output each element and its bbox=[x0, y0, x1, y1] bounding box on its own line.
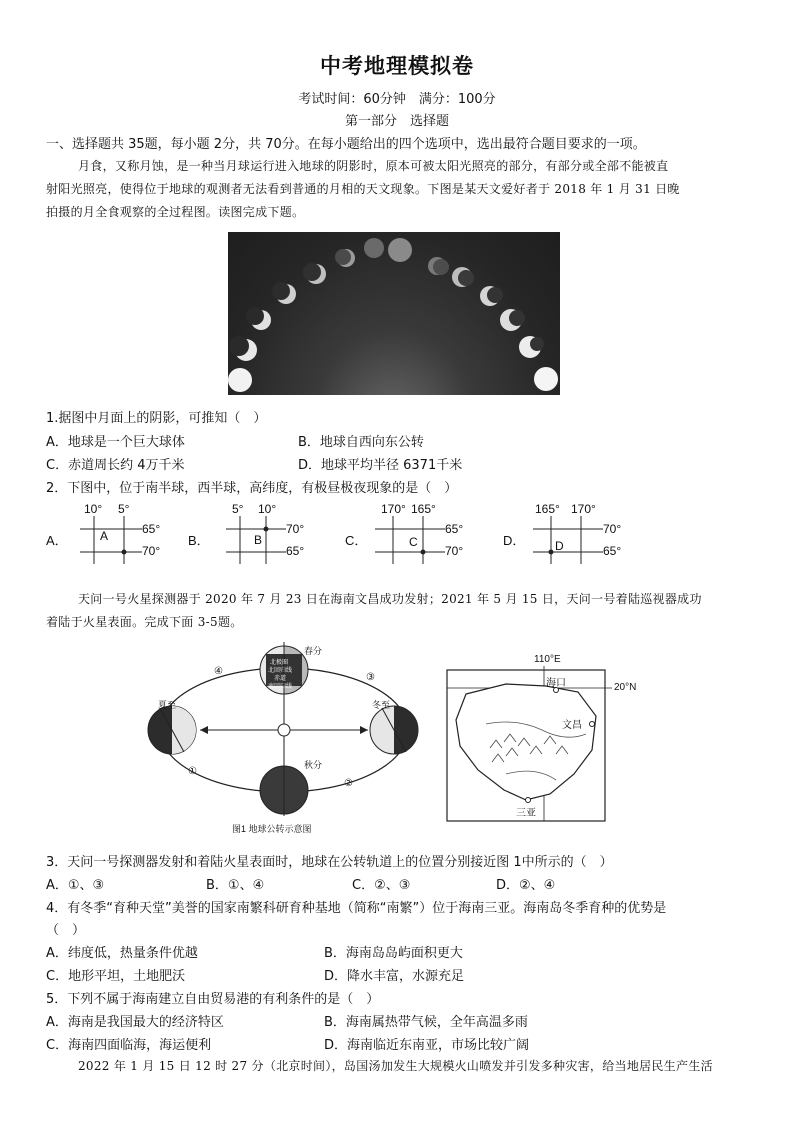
lat-label: 70° bbox=[142, 544, 161, 558]
globe-label: 北极圈 bbox=[270, 660, 289, 666]
globe-label: 北回归线 bbox=[268, 668, 293, 674]
exam-info: 考试时间：60分钟 满分：100分 bbox=[298, 92, 496, 107]
city-label: 三亚 bbox=[516, 808, 536, 819]
lon-label: 10° bbox=[258, 502, 277, 516]
orbit-marker: ① bbox=[188, 766, 197, 777]
point-label: D bbox=[555, 539, 564, 553]
q5-option-a[interactable]: A．海南是我国最大的经济特区 bbox=[46, 1015, 224, 1030]
hainan-map bbox=[446, 654, 642, 822]
point-label: C bbox=[409, 535, 418, 549]
q3-option-d[interactable]: D．②、④ bbox=[496, 878, 556, 893]
option-letter: D． bbox=[503, 533, 526, 548]
latitude-label: 20°N bbox=[614, 682, 637, 693]
q4-answer-paren: （ ） bbox=[46, 923, 86, 938]
lon-label: 165° bbox=[411, 502, 436, 516]
q4-option-c[interactable]: C．地形平坦，土地肥沃 bbox=[46, 969, 186, 984]
q1-option-a[interactable]: A．地球是一个巨大球体 bbox=[46, 435, 185, 450]
globe-label: 赤道 bbox=[274, 676, 287, 682]
season-label: 夏至 bbox=[158, 700, 177, 710]
q1-option-d[interactable]: D．地球平均半径 6371千米 bbox=[298, 458, 463, 473]
q5-stem: 5．下列不属于海南建立自由贸易港的有利条件的是（ ） bbox=[46, 992, 380, 1007]
q3-option-c[interactable]: C．②、③ bbox=[352, 878, 411, 893]
q5-option-b[interactable]: B．海南属热带气候，全年高温多雨 bbox=[324, 1015, 528, 1030]
option-letter: C． bbox=[345, 533, 368, 548]
orbit-marker: ② bbox=[344, 778, 353, 789]
city-label: 海口 bbox=[546, 678, 566, 689]
option-letter: B． bbox=[188, 533, 210, 548]
q4-stem: 4．有冬季“育种天堂”美誉的国家南繁科研育种基地（简称“南繁”）位于海南三亚。海南岛冬季育种的优势是 bbox=[46, 901, 667, 916]
lon-label: 170° bbox=[381, 502, 406, 516]
latlon-grid bbox=[188, 502, 318, 564]
q3-stem: 3．天问一号探测器发射和着陆火星表面时，地球在公转轨道上的位置分别接近图 1中所示的（ ） bbox=[46, 855, 613, 870]
q2-stem: 2．下图中，位于南半球，西半球，高纬度，有极昼极夜现象的是（ ） bbox=[46, 481, 458, 496]
intro1-line: 月食，又称月蚀，是一种当月球运行进入地球的阴影时，原本可被太阳光照亮的部分，有部分或全部不能被直 bbox=[78, 159, 669, 173]
lat-label: 65° bbox=[142, 522, 161, 536]
intro3-line: 2022 年 1 月 15 日 12 时 27 分（北京时间），岛国汤加发生大规模火山喷发并引发多种灾害，给当地居民生产生活 bbox=[78, 1059, 713, 1073]
moon-phase-sequence bbox=[228, 238, 558, 392]
page-title: 中考地理模拟卷 bbox=[320, 54, 474, 78]
globe-label: 南回归线 bbox=[268, 684, 293, 690]
intro1-line: 拍摄的月全食观察的全过程图。读图完成下题。 bbox=[46, 205, 305, 219]
q4-option-b[interactable]: B．海南岛岛屿面积更大 bbox=[324, 946, 463, 961]
latlon-grid bbox=[345, 502, 485, 564]
globe-autumn bbox=[260, 764, 308, 816]
intro1-line: 射阳光照亮，使得位于地球的观测者无法看到普通的月相的天文现象。下图是某天文爱好者于 2018 年 1 月 31 日晚 bbox=[46, 182, 680, 196]
intro2-line: 天问一号火星探测器于 2020 年 7 月 23 日在海南文昌成功发射；2021 年 5 月 15 日，天问一号着陆巡视器成功 bbox=[78, 592, 702, 606]
figure-caption: 图1 地球公转示意图 bbox=[232, 824, 312, 834]
lon-label: 165° bbox=[535, 502, 560, 516]
season-label: 秋分 bbox=[304, 760, 323, 770]
q1-stem: 1.据图中月面上的阴影，可推知（ ） bbox=[46, 411, 267, 426]
q2-option-c[interactable] bbox=[345, 502, 485, 564]
lat-label: 70° bbox=[603, 522, 622, 536]
lat-label: 65° bbox=[603, 544, 622, 558]
city-label: 文昌 bbox=[562, 720, 582, 731]
season-label: 春分 bbox=[304, 646, 323, 656]
lon-label: 170° bbox=[571, 502, 596, 516]
q2-option-d[interactable] bbox=[503, 502, 643, 564]
lon-label: 10° bbox=[84, 502, 103, 516]
sun-icon bbox=[272, 718, 296, 742]
section-instructions: 一、选择题共 35题，每小题 2分，共 70分。在每小题给出的四个选项中，选出最符合题目要求的一项。 bbox=[46, 137, 646, 152]
lat-label: 65° bbox=[445, 522, 464, 536]
latlon-grid bbox=[46, 502, 176, 564]
lon-label: 5° bbox=[232, 502, 244, 516]
lon-label: 5° bbox=[118, 502, 130, 516]
orbit-marker: ③ bbox=[366, 672, 375, 683]
lat-label: 70° bbox=[445, 544, 464, 558]
lat-label: 65° bbox=[286, 544, 305, 558]
point-label: B bbox=[254, 533, 263, 547]
globe-winter bbox=[370, 706, 418, 754]
option-letter: A． bbox=[46, 533, 68, 548]
lat-label: 70° bbox=[286, 522, 305, 536]
q2-option-a[interactable] bbox=[46, 502, 176, 564]
q4-option-a[interactable]: A．纬度低，热量条件优越 bbox=[46, 946, 198, 961]
q2-option-b[interactable] bbox=[188, 502, 318, 564]
point-label: A bbox=[100, 529, 109, 543]
q1-option-b[interactable]: B．地球自西向东公转 bbox=[298, 435, 424, 450]
q3-option-b[interactable]: B．①、④ bbox=[206, 878, 265, 893]
q5-option-d[interactable]: D．海南临近东南亚，市场比较广阔 bbox=[324, 1038, 530, 1053]
longitude-label: 110°E bbox=[534, 654, 561, 665]
q4-option-d[interactable]: D．降水丰富，水源充足 bbox=[324, 969, 465, 984]
globe-summer bbox=[148, 706, 196, 754]
intro2-line: 着陆于火星表面。完成下面 3-5题。 bbox=[46, 615, 243, 629]
q3-option-a[interactable]: A．①、③ bbox=[46, 878, 105, 893]
latlon-grid bbox=[503, 502, 643, 564]
earth-orbit-figure bbox=[140, 640, 430, 836]
q1-option-c[interactable]: C．赤道周长约 4万千米 bbox=[46, 458, 185, 473]
q5-option-c[interactable]: C．海南四面临海，海运便利 bbox=[46, 1038, 212, 1053]
season-label: 冬至 bbox=[372, 700, 391, 710]
part-heading: 第一部分 选择题 bbox=[344, 114, 449, 129]
orbit-marker: ④ bbox=[214, 666, 223, 677]
lunar-eclipse-photo bbox=[228, 232, 560, 395]
